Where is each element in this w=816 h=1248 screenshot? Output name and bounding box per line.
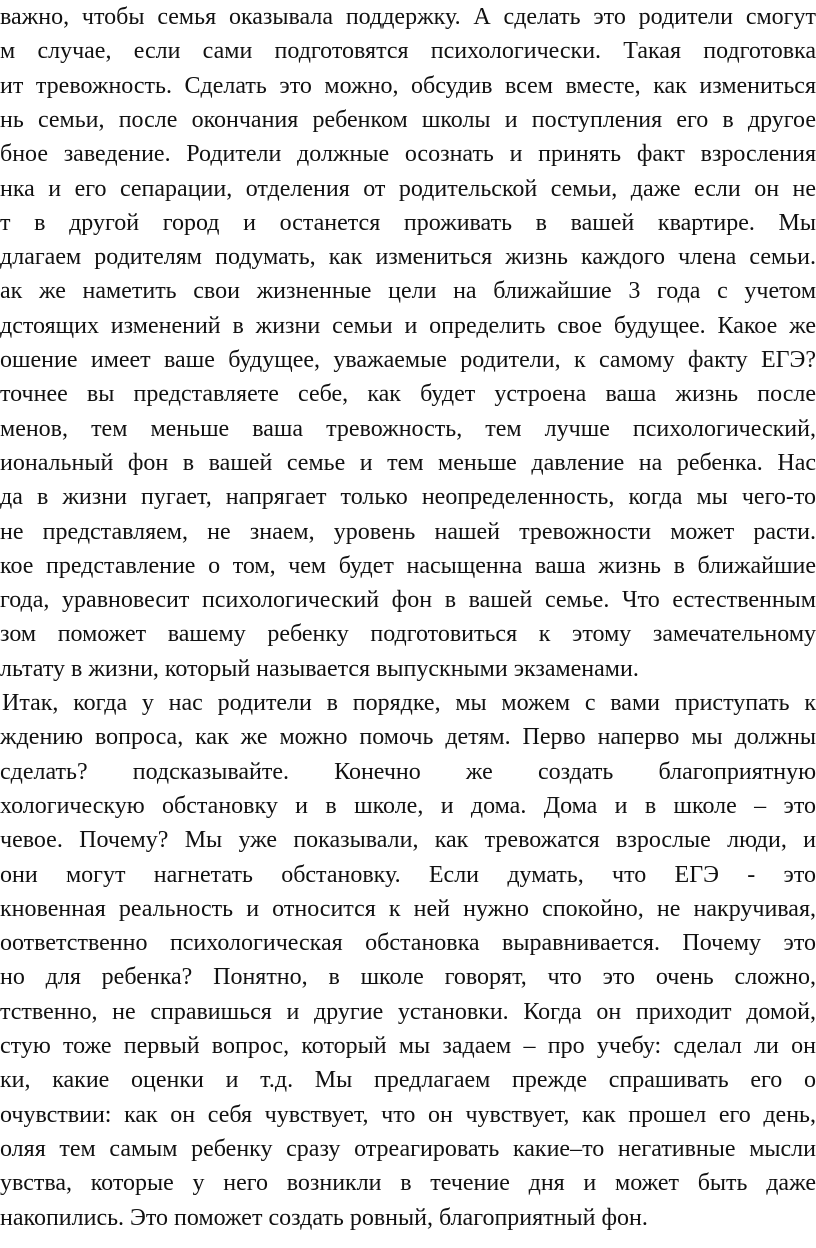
text-line: ки, какие оценки и т.д. Мы предлагаем прежде спрашивать его о (0, 1067, 816, 1094)
text-line: стую тоже первый вопрос, который мы задаем – про учебу: сделал ли он (0, 1033, 816, 1059)
text-line: тственно, не справишься и другие установки. Когда он приходит домой, (0, 998, 816, 1025)
text-line: ждению вопроса, как же можно помочь детям. Перво наперво мы должны (0, 724, 816, 751)
text-line: зом поможет вашему ребенку подготовиться к этому замечательному (0, 621, 816, 648)
text-line: менов, тем меньше ваша тревожность, тем лучше психологический, (0, 415, 816, 442)
text-line: ошение имеет ваше будущее, уважаемые родители, к самому факту ЕГЭ? (0, 347, 816, 373)
text-line: точнее вы представляете себе, как будет устроена ваша жизнь после (0, 381, 816, 408)
text-line: т в другой город и останется проживать в вашей квартире. Мы (0, 209, 816, 236)
text-line: накопились. Это поможет создать ровный, благоприятный фон. (0, 1204, 648, 1231)
text-line: иональный фон в вашей семье и тем меньше давление на ребенка. Нас (0, 449, 816, 476)
text-line: кновенная реальность и относится к ней нужно спокойно, не накручивая, (0, 895, 816, 922)
text-line: ак же наметить свои жизненные цели на ближайшие 3 года с учетом (0, 278, 816, 305)
text-line: увства, которые у него возникли в течение дня и может быть даже (0, 1170, 816, 1197)
text-line: дстоящих изменений в жизни семьи и определить свое будущее. Какое же (0, 312, 816, 339)
text-line: хологическую обстановку и в школе, и дома. Дома и в школе – это (0, 792, 816, 819)
text-line: бное заведение. Родители должные осознать и принять факт взросления (0, 141, 816, 168)
text-line: они могут нагнетать обстановку. Если думать, что ЕГЭ - это (0, 861, 816, 888)
text-line: льтату в жизни, который называется выпускными экзаменами. (0, 655, 639, 682)
text-line: м случае, если сами подготовятся психологически. Такая подготовка (0, 38, 816, 65)
text-line: ит тревожность. Сделать это можно, обсудив всем вместе, как измениться (0, 72, 816, 99)
text-line: длагаем родителям подумать, как измениться жизнь каждого члена семьи. (0, 244, 816, 271)
text-line: Итак, когда у нас родители в порядке, мы можем с вами приступать к (2, 690, 816, 716)
text-line: сделать? подсказывайте. Конечно же создать благоприятную (0, 758, 816, 785)
text-line: но для ребенка? Понятно, в школе говорят, что это очень сложно, (0, 964, 816, 991)
text-line: не представляем, не знаем, уровень нашей тревожности может расти. (0, 518, 816, 545)
text-line: нка и его сепарации, отделения от родительской семьи, даже если он не (0, 175, 816, 202)
text-line: нь семьи, после окончания ребенком школы и поступления его в другое (0, 106, 816, 133)
text-line: важно, чтобы семья оказывала поддержку. А сделать это родители смогут (0, 4, 816, 30)
text-line: кое представление о том, чем будет насыщенна ваша жизнь в ближайшие (0, 552, 816, 579)
text-line: оляя тем самым ребенку сразу отреагировать какие–то негативные мысли (0, 1135, 816, 1162)
text-line: да в жизни пугает, напрягает только неопределенность, когда мы чего-то (0, 484, 816, 511)
text-line: чевое. Почему? Мы уже показывали, как тревожатся взрослые люди, и (0, 827, 816, 854)
text-line: очувствии: как он себя чувствует, что он чувствует, как прошел его день, (0, 1101, 816, 1128)
text-line: оответственно психологическая обстановка выравнивается. Почему это (0, 930, 816, 957)
text-line: года, уравновесит психологический фон в вашей семье. Что естественным (0, 587, 816, 614)
